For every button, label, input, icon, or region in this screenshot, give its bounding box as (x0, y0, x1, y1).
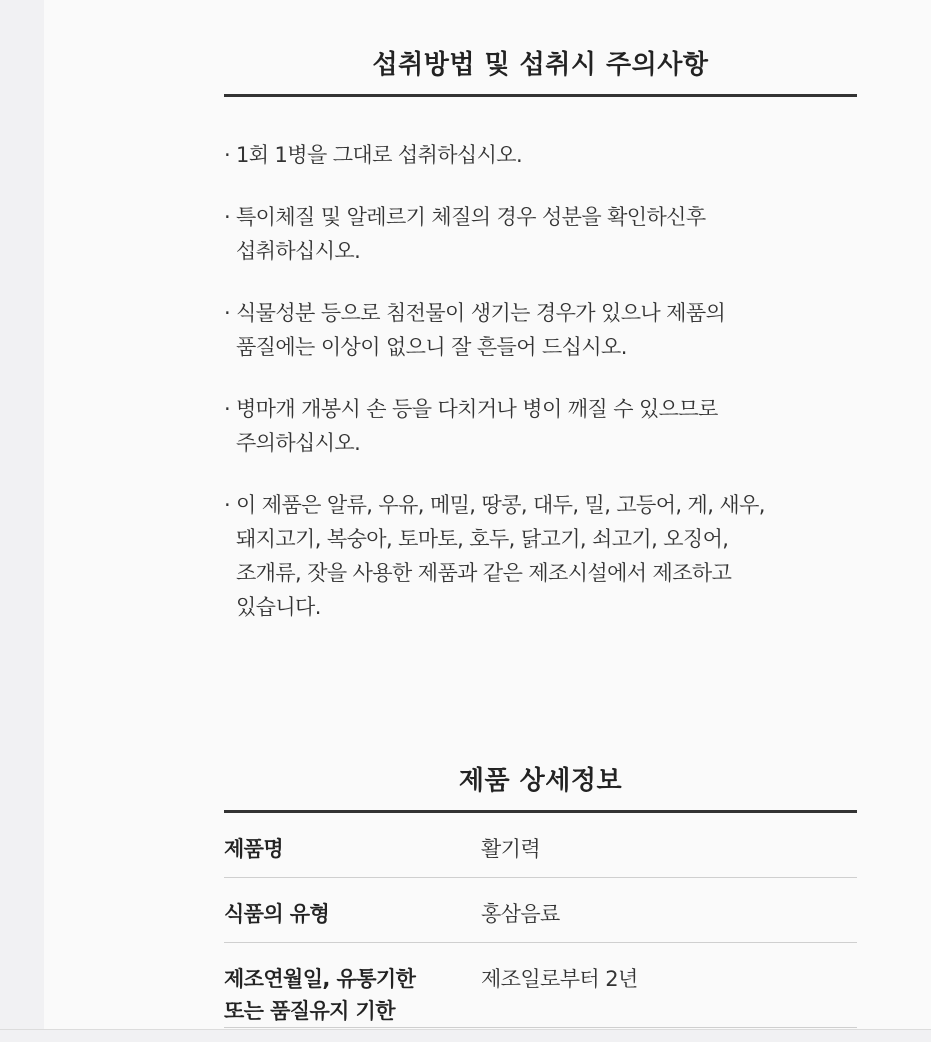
usage-section-title: 섭취방법 및 섭취시 주의사항 (372, 50, 709, 80)
detail-value: 활기력 (481, 813, 857, 878)
usage-note-text: 병마개 개봉시 손 등을 다치거나 병이 깨질 수 있으므로 주의하십시오. (236, 397, 718, 455)
product-details-table (224, 813, 857, 1028)
detail-value: 제조일로부터 2년 (481, 943, 857, 1028)
bullet-dot: · (224, 301, 231, 325)
table-row (224, 878, 857, 943)
table-row (224, 813, 857, 878)
usage-note (224, 392, 864, 460)
product-detail-page (44, 0, 931, 1029)
usage-note-text: 이 제품은 알류, 우유, 메밀, 땅콩, 대두, 밀, 고등어, 게, 새우, 돼지고기, 복숭아, 토마토, 호두, 닭고기, 쇠고기, 오징어, 조개류, 잣을 사용한 제품과 같은 제조시설에서 제조하고 있습니다. (236, 493, 765, 619)
usage-note (224, 296, 864, 364)
usage-note-text: 식물성분 등으로 침전물이 생기는 경우가 있으나 제품의 품질에는 이상이 없으니 잘 흔들어 드십시오. (236, 301, 726, 359)
usage-notes-list (224, 138, 864, 652)
usage-note (224, 200, 864, 268)
bullet-dot: · (224, 397, 231, 421)
detail-label: 식품의 유형 (224, 878, 481, 943)
details-section-title: 제품 상세정보 (458, 766, 623, 796)
bottom-bar (0, 1029, 931, 1042)
detail-label: 제품명 (224, 813, 481, 878)
bullet-dot: · (224, 143, 231, 167)
usage-note (224, 138, 864, 172)
bullet-dot: · (224, 205, 231, 229)
detail-label: 제조연월일, 유통기한 또는 품질유지 기한 (224, 943, 481, 1028)
table-row (224, 943, 857, 1028)
usage-note-text: 1회 1병을 그대로 섭취하십시오. (236, 143, 523, 167)
detail-value: 홍삼음료 (481, 878, 857, 943)
bullet-dot: · (224, 493, 231, 517)
usage-note (224, 488, 864, 624)
usage-note-text: 특이체질 및 알레르기 체질의 경우 성분을 확인하신후 섭취하십시오. (236, 205, 706, 263)
usage-title-divider (224, 94, 857, 97)
